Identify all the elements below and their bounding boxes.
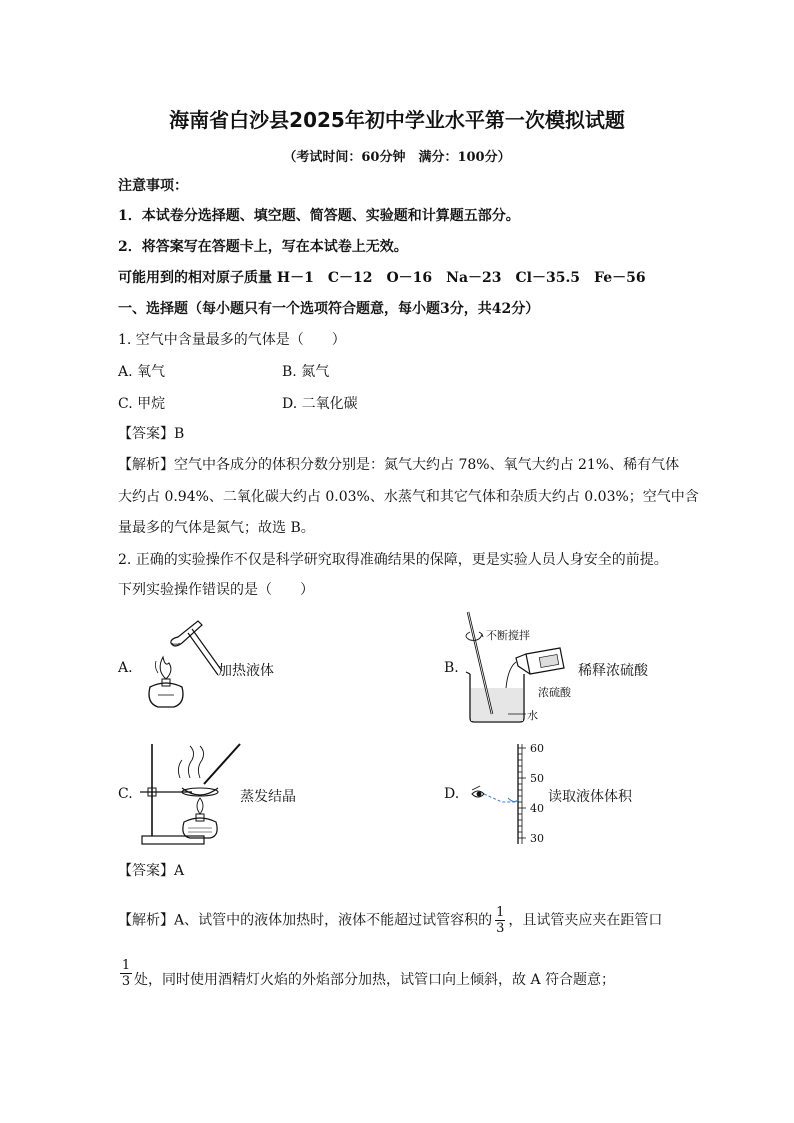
dilute-acid-figure	[456, 608, 576, 726]
fraction-denominator-2: 3	[121, 974, 131, 989]
q2-stem-line2: 下列实验操作错误的是（ ）	[118, 582, 314, 598]
page-title: 海南省白沙县2025年初中学业水平第一次模拟试题	[169, 108, 625, 132]
q1-option-a: A. 氧气	[118, 364, 166, 380]
q1-stem: 1. 空气中含量最多的气体是（ ）	[118, 332, 346, 348]
q1-option-b: B. 氮气	[282, 364, 330, 380]
fraction-denominator: 3	[496, 921, 505, 936]
notes-header: 注意事项：	[118, 178, 188, 194]
q1-analysis-line2: 大约占 0.94%、二氧化碳大约占 0.03%、水蒸气和其它气体和杂质大约占 0.03%；空气中含	[118, 489, 699, 505]
fraction-one-third-2	[120, 958, 132, 989]
fig-b-label: 稀释浓硫酸	[578, 663, 648, 679]
tick-30: 30	[530, 832, 544, 845]
q1-option-d: D. 二氧化碳	[282, 396, 358, 412]
notes-item-2: 2．将答案写在答题卡上，写在本试卷上无效。	[118, 239, 408, 255]
q1-option-c: C. 甲烷	[118, 396, 166, 412]
fig-b-stir-note: 不断搅拌	[486, 629, 530, 642]
fig-b-acid-note: 浓硫酸	[538, 686, 571, 699]
fig-b-water-note: 水	[527, 709, 538, 722]
q2-analysis-part1: 【解析】A、试管中的液体加热时，液体不能超过试管容积的	[118, 912, 493, 929]
section-heading: 一、选择题（每小题只有一个选项符合题意，每小题3分，共42分）	[118, 301, 540, 317]
fig-b-letter: B.	[444, 660, 459, 676]
tick-50: 50	[530, 772, 544, 785]
fig-c-label: 蒸发结晶	[240, 789, 296, 805]
q1-answer: 【答案】B	[118, 426, 185, 442]
fraction-one-third	[495, 905, 505, 936]
reading-volume-figure	[468, 740, 548, 846]
q2-analysis-part3: 处，同时使用酒精灯火焰的外焰部分加热，试管口向上倾斜，故 A 符合题意；	[134, 972, 616, 988]
q1-analysis-line3: 量最多的气体是氮气；故选 B。	[118, 520, 315, 536]
evaporation-figure	[134, 738, 246, 848]
q2-analysis-line1	[118, 905, 662, 936]
q2-stem-line1: 2. 正确的实验操作不仅是科学研究取得准确结果的保障，更是实验人员人身安全的前提。	[118, 552, 668, 568]
fig-d-letter: D.	[444, 786, 460, 802]
fig-a-label: 加热液体	[218, 663, 274, 679]
notes-item-1: 1．本试卷分选择题、填空题、简答题、实验题和计算题五部分。	[118, 208, 520, 224]
q2-analysis-part2: ，且试管夹应夹在距管口	[508, 912, 663, 929]
q1-analysis-line1: 【解析】空气中各成分的体积分数分别是：氮气大约占 78%、氧气大约占 21%、稀有气体	[118, 457, 680, 473]
fig-a-letter: A.	[118, 660, 133, 676]
fig-d-label: 读取液体体积	[548, 789, 632, 805]
exam-subtitle: （考试时间：60分钟 满分：100分）	[283, 150, 511, 165]
heating-liquid-figure	[136, 615, 226, 715]
tick-60: 60	[530, 742, 544, 755]
fraction-numerator: 1	[496, 905, 505, 920]
atomic-masses: 可能用到的相对原子质量 H－1 C－12 O－16 Na－23 Cl－35.5 Fe－56	[118, 270, 646, 286]
fig-c-letter: C.	[118, 786, 133, 802]
q2-answer: 【答案】A	[118, 863, 185, 879]
fraction-numerator-2: 1	[121, 958, 131, 973]
tick-40: 40	[530, 802, 544, 815]
